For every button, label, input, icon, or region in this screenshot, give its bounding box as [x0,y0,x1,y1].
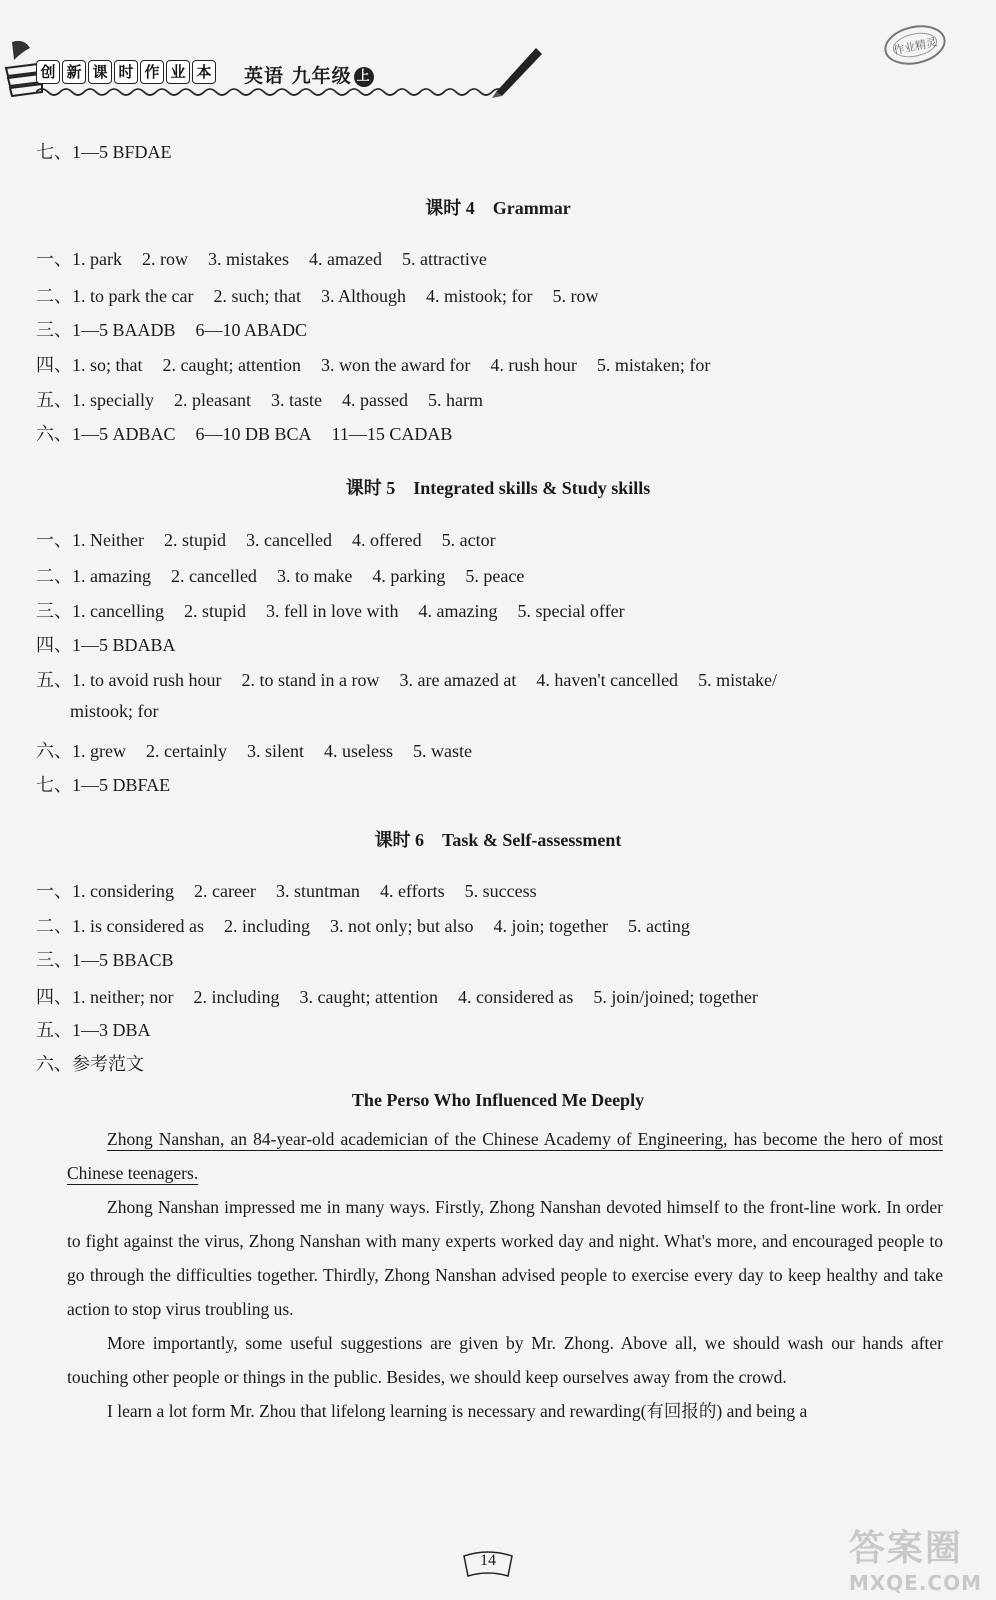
answer-item: 4. passed [341,390,408,410]
question-label: 五、 [36,1020,72,1040]
answer-item: 2. row [141,249,188,269]
question-label: 六、 [36,741,72,761]
answer-item: 1. specially [72,390,154,410]
series-char: 时 [114,60,138,84]
answer-item: 11—15 CADAB [331,424,453,444]
answer-line [36,526,516,552]
series-char: 作 [140,60,164,84]
answer-item: 2. including [223,916,310,936]
answer-item: 2. to stand in a row [241,670,380,690]
answer-line [36,351,730,377]
essay-paragraph [67,1122,943,1190]
answer-item: 3. not only; but also [329,916,474,936]
answer-line [36,983,778,1009]
answer-line [36,138,172,164]
answer-text: BFDAE [112,142,172,162]
answer-item: 5. peace [465,566,525,586]
answer-item: 5. attractive [401,249,487,269]
answer-line [36,562,544,588]
answer-item: 1. cancelling [72,601,164,621]
answer-item: 5. mistake/ [698,670,778,690]
question-label: 二、 [36,916,72,936]
question-label: 六、 [36,424,72,444]
answer-item: 1. grew [72,741,126,761]
series-char: 业 [166,60,190,84]
answer-item: 2. cancelled [170,566,257,586]
series-char: 本 [192,60,216,84]
essay-paragraph: I learn a lot form Mr. Zhou that lifelong learning is necessary and rewarding(有回报的) and being a [107,1401,808,1421]
question-label: 六、 [36,1054,72,1074]
answer-item: 4. haven't cancelled [536,670,679,690]
answer-item: 1. so; that [72,355,143,375]
answer-line [36,1016,171,1042]
answer-item: 1. is considered as [72,916,204,936]
answer-item: 2. certainly [145,741,227,761]
series-char: 创 [36,60,60,84]
answer-item: 1. Neither [72,530,144,550]
answer-item: 5. actor [441,530,496,550]
answer-item: 1—5 ADBAC [72,424,176,444]
section-title: 课时 4 Grammar [425,198,571,218]
section-title: 课时 5 Integrated skills & Study skills [345,478,651,498]
question-label: 一、 [36,530,72,550]
answer-item: 参考范文 [72,1054,144,1074]
answer-item: 3. won the award for [320,355,471,375]
answer-item: 2. pleasant [173,390,251,410]
answer-item: 4. mistook; for [425,286,533,306]
answer-item: 3. to make [276,566,353,586]
answer-item: 5. mistaken; for [596,355,711,375]
question-label: 五、 [36,670,72,690]
answer-item: 5. special offer [517,601,625,621]
answer-item: 4. rush hour [490,355,577,375]
answer-line [36,877,557,903]
answer-item: 1—5 BAADB [72,320,176,340]
answer-line [36,912,710,938]
answer-item: 5. acting [627,916,690,936]
answer-item: 1. to park the car [72,286,194,306]
answer-line-continued [70,701,179,722]
answer-line [36,282,618,308]
watermark [849,1520,982,1595]
answer-item: 4. useless [323,741,393,761]
answer-item: 6—10 ABADC [195,320,308,340]
answer-line [36,946,194,972]
answer-item: 1. park [72,249,122,269]
answer-item: 1. amazing [72,566,151,586]
answer-item: 1. to avoid rush hour [72,670,222,690]
answer-item: 2. caught; attention [162,355,301,375]
answer-line [36,666,777,692]
answer-item: 1. neither; nor [72,987,174,1007]
answer-item: 3. mistakes [207,249,289,269]
answer-item: 1—5 BDABA [72,635,176,655]
answer-item: 4. join; together [493,916,608,936]
watermark-main: 答案圈 [848,1528,963,1569]
stamp-text: 作业精灵 [892,35,939,58]
answer-item: 1—3 DBA [72,1020,151,1040]
answer-item: 2. such; that [213,286,301,306]
answer-line [36,245,507,271]
answer-line [36,771,190,797]
answer-item: 2. including [193,987,280,1007]
answer-line [36,386,503,412]
series-char: 课 [88,60,112,84]
answer-line [36,631,196,657]
answer-line [36,1050,164,1076]
answer-item: 3. cancelled [246,530,332,550]
question-label: 三、 [36,601,72,621]
essay-body [67,1122,943,1428]
answer-item: 5. waste [412,741,472,761]
question-label: 四、 [36,987,72,1007]
answer-item: 2. stupid [163,530,226,550]
answer-item: 3. Although [320,286,406,306]
answer-item: 3. silent [246,741,304,761]
question-label: 一、 [36,249,72,269]
question-label: 七、 [36,775,72,795]
answer-item: 1—5 BBACB [72,950,174,970]
question-label: 七、1—5 [36,142,108,162]
wave-divider [36,84,506,100]
section-title: 课时 6 Task & Self-assessment [374,830,622,850]
answer-line [36,597,645,623]
answer-item: 4. considered as [457,987,574,1007]
answer-item: 3. stuntman [275,881,360,901]
subject-label: 英语 九年级 [244,65,352,87]
question-label: 四、 [36,635,72,655]
volume-badge: 上 [354,67,374,87]
answer-item: 5. join/joined; together [593,987,758,1007]
series-char: 新 [62,60,86,84]
question-label: 五、 [36,390,72,410]
answer-item: mistook; for [70,701,159,721]
stamp-logo-icon [880,20,950,70]
answer-line [36,737,492,763]
answer-item: 3. caught; attention [299,987,438,1007]
question-label: 一、 [36,881,72,901]
answer-item: 4. offered [351,530,422,550]
essay-paragraph: More importantly, some useful suggestions are given by Mr. Zhong. Above all, we should wash our hands after touching other people or things in the public. Besides, we should keep ourselves away from the crowd. [67,1333,943,1387]
pencil-icon [488,40,548,100]
question-label: 三、 [36,320,72,340]
question-label: 二、 [36,286,72,306]
question-label: 二、 [36,566,72,586]
answer-line [36,316,327,342]
topic-sentence: Zhong Nanshan, an 84-year-old academician of the Chinese Academy of Engineering, has become the hero of most Chinese teenagers. [67,1129,943,1183]
answer-item: 4. efforts [379,881,445,901]
series-title [36,60,216,84]
answer-item: 4. amazing [418,601,498,621]
answer-item: 1—5 DBFAE [72,775,171,795]
answer-item: 5. harm [427,390,483,410]
question-label: 四、 [36,355,72,375]
answer-line [36,420,472,446]
answer-item: 5. success [464,881,537,901]
answer-item: 6—10 DB BCA [195,424,312,444]
answer-item: 2. career [193,881,256,901]
essay-paragraph: Zhong Nanshan impressed me in many ways. Firstly, Zhong Nanshan devoted himself to the front-line work. In order to fight against the virus, Zhong Nanshan with many experts worked day and night. What's more, and encouraged people to go through the difficulties together. Thirdly, Zhong Nanshan advised people to exercise every day to keep healthy and take action to stop virus troubling us. [67,1197,943,1319]
answer-item: 4. parking [372,566,446,586]
answer-item: 1. considering [72,881,174,901]
question-label: 三、 [36,950,72,970]
essay-title: The Perso Who Influenced Me Deeply [351,1090,645,1110]
answer-item: 4. amazed [308,249,382,269]
answer-item: 3. taste [270,390,322,410]
answer-item: 3. are amazed at [399,670,517,690]
answer-item: 3. fell in love with [265,601,399,621]
answer-item: 2. stupid [183,601,246,621]
watermark-url: MXQE.COM [848,1571,982,1595]
answer-item: 5. row [552,286,599,306]
page-header [0,0,996,110]
page-number: 14 [480,1552,496,1569]
